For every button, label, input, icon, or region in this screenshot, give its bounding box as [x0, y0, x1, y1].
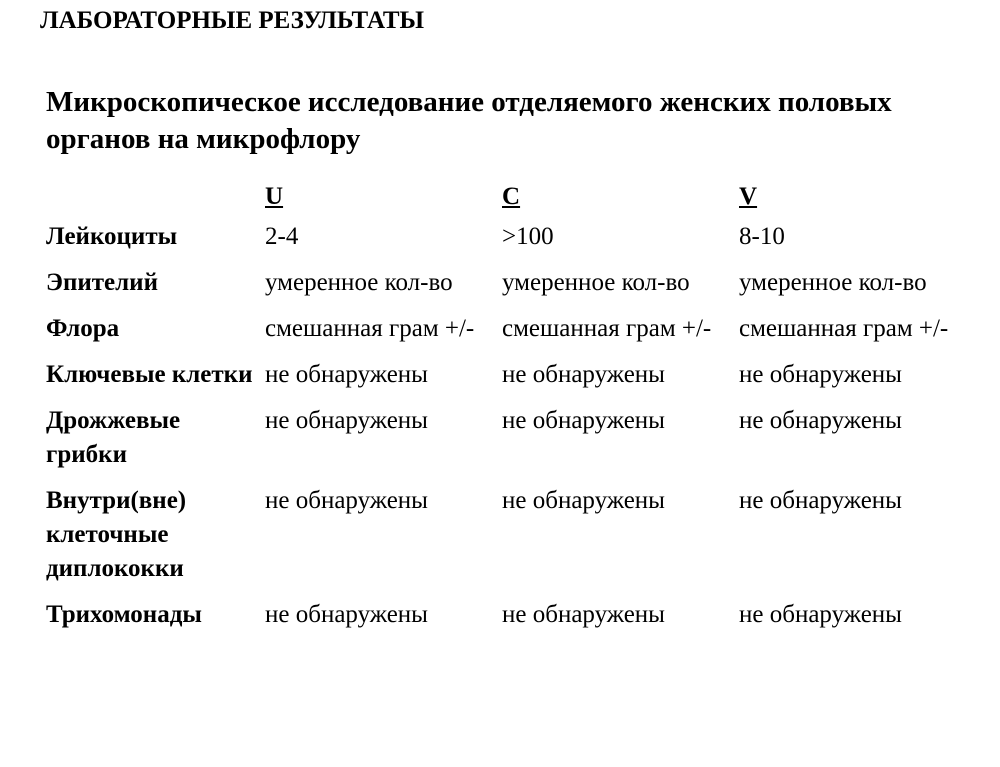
cell-u: не обнаружены [265, 407, 428, 434]
cell-v: не обнаружены [739, 601, 902, 628]
document-title: ЛАБОРАТОРНЫЕ РЕЗУЛЬТАТЫ [40, 7, 425, 34]
cell-u: умеренное кол-во [265, 269, 453, 296]
cell-c: не обнаружены [502, 361, 665, 388]
row-label: Дрожжевые грибки [46, 407, 181, 468]
cell-u: смешанная грам +/- [265, 315, 475, 342]
cell-u: не обнаружены [265, 487, 428, 514]
row-label: Лейкоциты [46, 223, 178, 250]
cell-v: смешанная грам +/- [739, 315, 949, 342]
cell-v: не обнаружены [739, 407, 902, 434]
table-row [46, 220, 969, 266]
cell-c: не обнаружены [502, 487, 665, 514]
cell-c: >100 [502, 223, 554, 250]
table-row [46, 266, 969, 312]
section-title: Микроскопическое исследование отделяемого женских половых органов на микрофлору [46, 86, 892, 155]
cell-v: 8-10 [739, 223, 785, 250]
row-label: Эпителий [46, 269, 158, 296]
cell-u: не обнаружены [265, 361, 428, 388]
table-row [46, 312, 969, 358]
table-row [46, 358, 969, 404]
table-row [46, 404, 969, 484]
row-label: Внутри(вне) клеточные диплококки [46, 487, 187, 582]
results-table [46, 180, 969, 644]
column-header-c: C [502, 183, 521, 210]
cell-c: не обнаружены [502, 407, 665, 434]
column-header-v: V [739, 183, 758, 210]
cell-c: не обнаружены [502, 601, 665, 628]
cell-c: смешанная грам +/- [502, 315, 712, 342]
row-label: Трихомонады [46, 601, 202, 628]
cell-v: не обнаружены [739, 487, 902, 514]
row-label: Ключевые клетки [46, 361, 253, 388]
column-header-u: U [265, 183, 284, 210]
column-header-empty [46, 180, 265, 220]
cell-c: умеренное кол-во [502, 269, 690, 296]
table-header-row [46, 180, 969, 220]
cell-u: 2-4 [265, 223, 299, 250]
row-label: Флора [46, 315, 120, 342]
cell-v: умеренное кол-во [739, 269, 927, 296]
cell-u: не обнаружены [265, 601, 428, 628]
cell-v: не обнаружены [739, 361, 902, 388]
table-row [46, 598, 969, 644]
table-row [46, 484, 969, 598]
